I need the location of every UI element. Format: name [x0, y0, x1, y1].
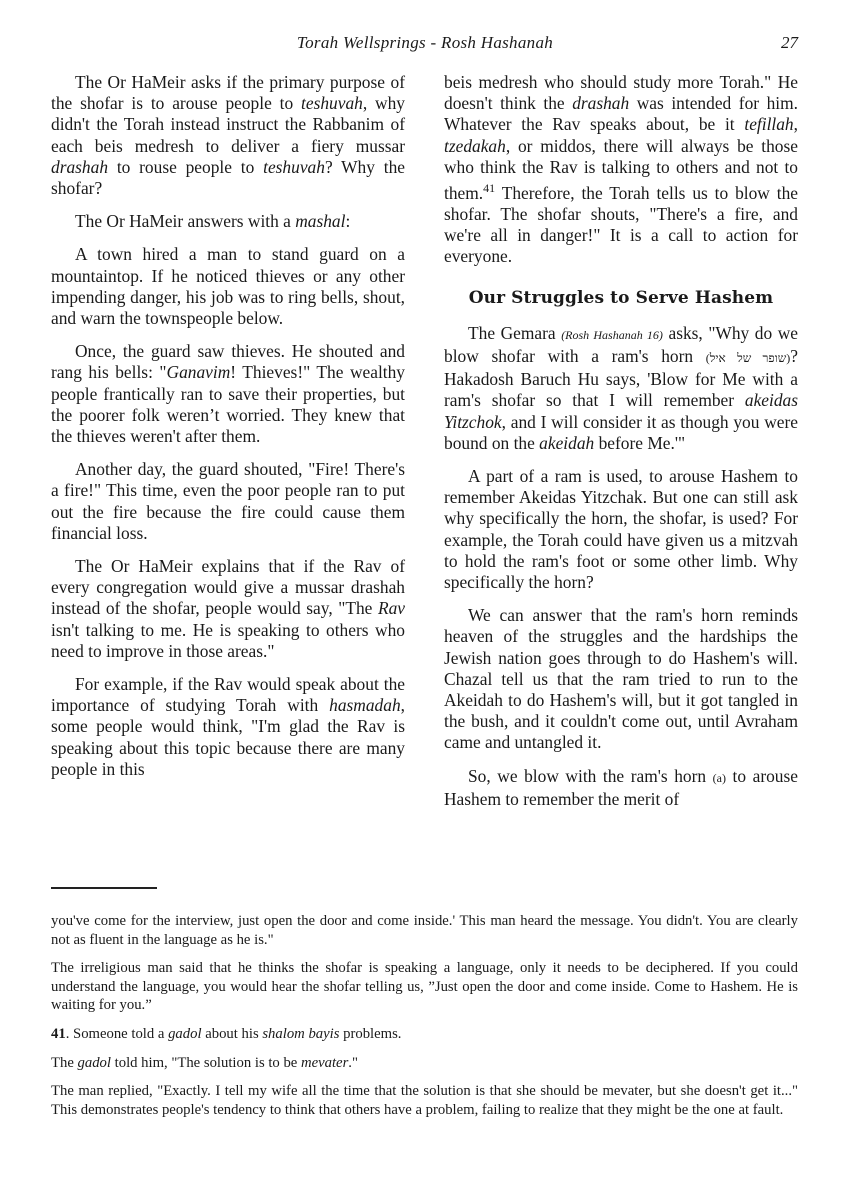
note-marker: (a) — [712, 770, 726, 785]
paragraph: We can answer that the ram's horn reminds heaven of the struggles and the hardships the Jewish nation goes through to do Hashem's will. Chazal tell us that the ram tried to run to the Akeidah to do Hashem's will, but it got tangled in the bush, and it couldn't come out, until Avraham came and untangled it. — [444, 605, 798, 753]
source-reference: (Rosh Hashanah 16) — [561, 327, 663, 342]
footnote-41: 41. Someone told a gadol about his shalom bayis problems. — [51, 1025, 402, 1042]
footnotes — [51, 912, 798, 1129]
paragraph: Another day, the guard shouted, "Fire! There's a fire!" This time, even the poor people ran to put out the fire because the fire could cause them financial loss. — [51, 459, 405, 543]
paragraph: For example, if the Rav would speak about the importance of studying Torah with hasmadah, some people would think, "I'm glad the Rav is speaking about this topic because there are many people in this — [51, 674, 405, 779]
footnote-text: The irreligious man said that he thinks the shofar is speaking a language, only it needs to be deciphered. If you could understand the language, you would hear the shofar telling us, ”Just open the door and come inside. Come to Hashem. He is waiting for you.” — [51, 960, 798, 1014]
page-number: 27 — [781, 33, 798, 52]
footnote-text: The gadol told him, "The solution is to be mevater." — [51, 1054, 358, 1071]
footnote-text: The man replied, "Exactly. I tell my wife all the time that the solution is that she should be mevater, but she doesn't get it..." This demonstrates people's tendency to think that others have a problem, failing to realize that they might be the one at fault. — [51, 1083, 798, 1118]
footnote-number: 41 — [51, 1025, 66, 1042]
paragraph: A town hired a man to stand guard on a mountaintop. If he noticed thieves or any other impending danger, his job was to ring bells, shout, and warn the townspeople below. — [51, 244, 405, 329]
paragraph: So, we blow with the ram's horn (a) to arouse Hashem to remember the merit of — [444, 765, 798, 809]
paragraph: beis medresh who should study more Torah." He doesn't think the drashah was intended for him. Whatever the Rav speaks about, be it tefillah, tzedakah, or middos, there will always be those who think the Rav is talking to others and not to them.$^{41}$ Therefore, the Torah tells us to blow the shofar. The shofar shouts, "There's a fire, and we're all in danger!" It is a call to action for everyone. — [444, 72, 799, 267]
paragraph: Once, the guard saw thieves. He shouted and rang his bells: "Ganavim! Thieves!" The wealthy people frantically ran to save their properties, but the poorer folk weren’t worried. They knew that the thieves weren't after them. — [51, 341, 406, 447]
page-header — [52, 33, 798, 57]
paragraph: A part of a ram is used, to arouse Hashem to remember Akeidas Yitzchak. But one can still ask why specifically the horn, the shofar, is used? For example, the Torah could have given us a mitzvah to hold the ram's foot or some other limb. Why specifically the horn? — [444, 466, 798, 593]
running-title: Torah Wellsprings - Rosh Hashanah — [296, 33, 554, 52]
paragraph: The Or HaMeir asks if the primary purpose of the shofar is to arouse people to teshuvah, why didn't the Torah instead instruct the Rabbanim of each beis medresh to deliver a fiery mussar drashah to rouse people to teshuvah? Why the shofar? — [51, 72, 405, 199]
hebrew-text: (שופר של איל) — [705, 351, 791, 366]
footnote-divider — [51, 887, 157, 889]
paragraph: The Gemara (Rosh Hashanah 16) asks, "Why do we blow shofar with a ram's horn (שופר של איל)? Hakadosh Baruch Hu says, 'Blow for Me with a ram's shofar so that I will remember akeidas Yitzchok, and I will consider it as though you were bound on the akeidah before Me.'" — [444, 322, 798, 453]
left-column — [51, 72, 405, 792]
paragraph: The Or HaMeir answers with a mashal: — [75, 211, 351, 232]
footnote-text: you've come for the interview, just open the door and come inside.' This man heard the message. You didn't. You are clearly not as fluent in the language as he is." — [51, 913, 798, 948]
right-column — [444, 72, 798, 822]
footnote-marker: 41 — [483, 181, 496, 196]
paragraph: The Or HaMeir explains that if the Rav of every congregation would give a mussar drashah instead of the shofar, people would say, "The Rav isn't talking to me. He is speaking to others who need to improve in those areas." — [51, 556, 405, 661]
section-heading: Our Struggles to Serve Hashem — [468, 287, 774, 308]
